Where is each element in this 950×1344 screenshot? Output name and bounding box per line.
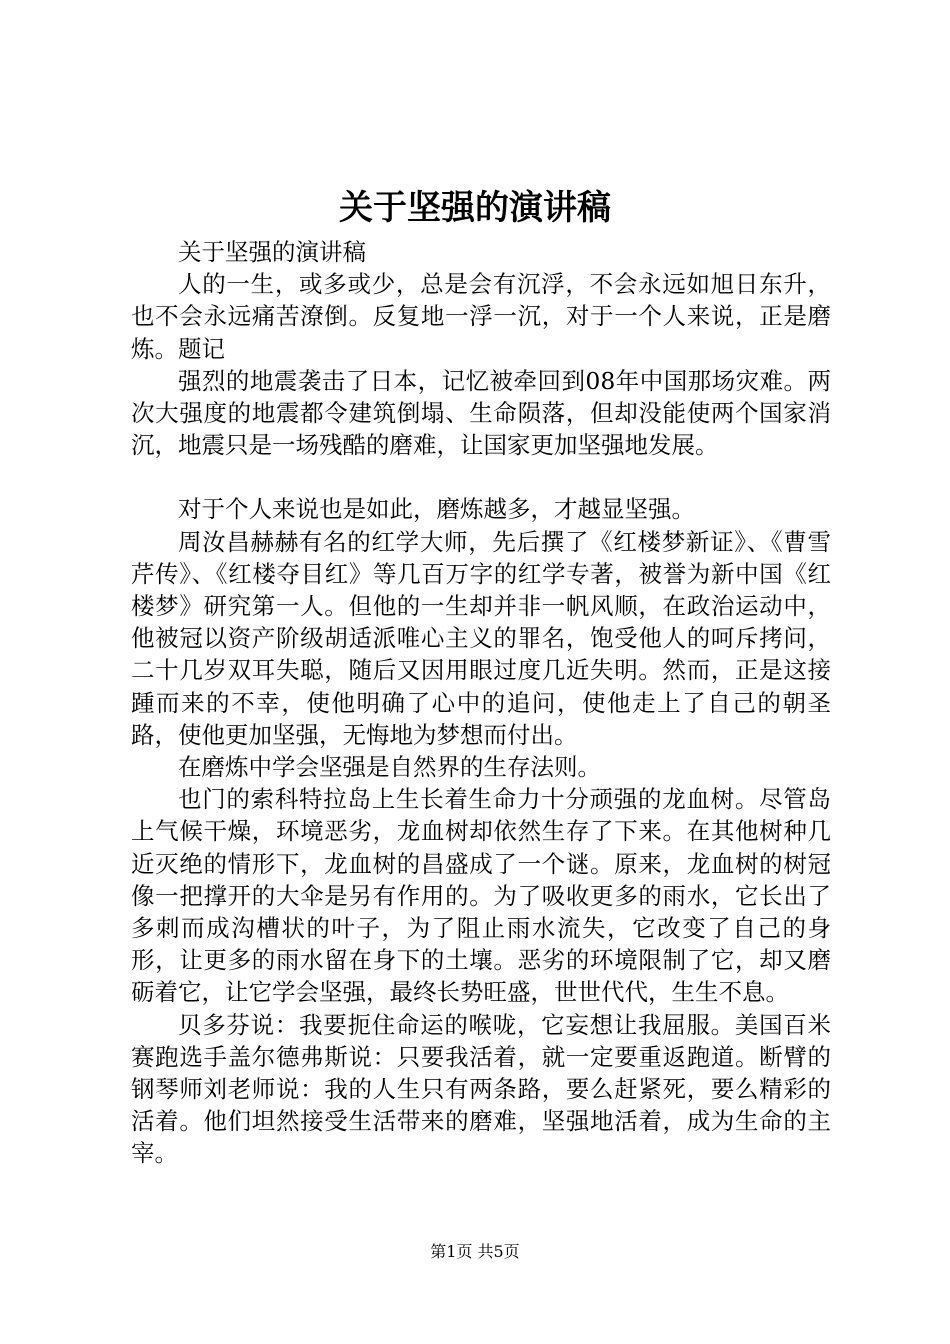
paragraph-subtitle: 关于坚强的演讲稿 [178, 238, 366, 266]
paragraph-dragon-blood-tree: 也门的索科特拉岛上生长着生命力十分顽强的龙血树。尽管岛上气候干燥，环境恶劣，龙血树却依然生存了下来。在其他树种几近灭绝的情形下，龙血树的昌盛成了一个谜。原来，龙血树的树冠像一把撑开的大伞是另有作用的。为了吸收更多的雨水，它长出了多刺而成沟槽状的叶子，为了阻止雨水流失，它改变了自己的身形，让更多的雨水留在身下的土壤。恶劣的环境限制了它，却又磨砺着它，让它学会坚强，最终长势旺盛，世世代代，生生不息。 [131, 785, 831, 1007]
paragraph-earthquake: 强烈的地震袭击了日本，记忆被牵回到08年中国那场灾难。两次大强度的地震都令建筑倒塌、生命陨落，但却没能使两个国家消沉，地震只是一场残酷的磨难，让国家更加坚强地发展。 [131, 366, 831, 460]
paragraph-intro: 人的一生，或多或少，总是会有沉浮，不会永远如旭日东升，也不会永远痛苦潦倒。反复地一浮一沉，对于一个人来说，正是磨炼。题记 [131, 270, 831, 363]
document-title: 关于坚强的演讲稿 [339, 188, 611, 228]
paragraph-nature-rule: 在磨炼中学会坚强是自然界的生存法则。 [178, 753, 601, 782]
paragraph-personal: 对于个人来说也是如此，磨炼越多，才越显坚强。 [178, 495, 695, 524]
paragraph-quotes: 贝多芬说：我要扼住命运的喉咙，它妄想让我屈服。美国百米赛跑选手盖尔德弗斯说：只要我活着，就一定要重返跑道。断臂的钢琴师刘老师说：我的人生只有两条路，要么赶紧死，要么精彩的活着。他们坦然接受生活带来的磨难，坚强地活着，成为生命的主宰。 [131, 1010, 831, 1168]
page-number-footer: 第1页 共5页 [430, 1242, 520, 1261]
paragraph-zhou-ruchang: 周汝昌赫赫有名的红学大师，先后撰了《红楼梦新证》、《曹雪芹传》、《红楼夺目红》等几百万字的红学专著，被誉为新中国《红楼梦》研究第一人。但他的一生却并非一帆风顺，在政治运动中，他被冠以资产阶级胡适派唯心主义的罪名，饱受他人的呵斥拷问，二十几岁双耳失聪，随后又因用眼过度几近失明。然而，正是这接踵而来的不幸，使他明确了心中的追问，使他走上了自己的朝圣路，使他更加坚强，无悔地为梦想而付出。 [131, 527, 831, 749]
document-body [131, 236, 831, 1170]
